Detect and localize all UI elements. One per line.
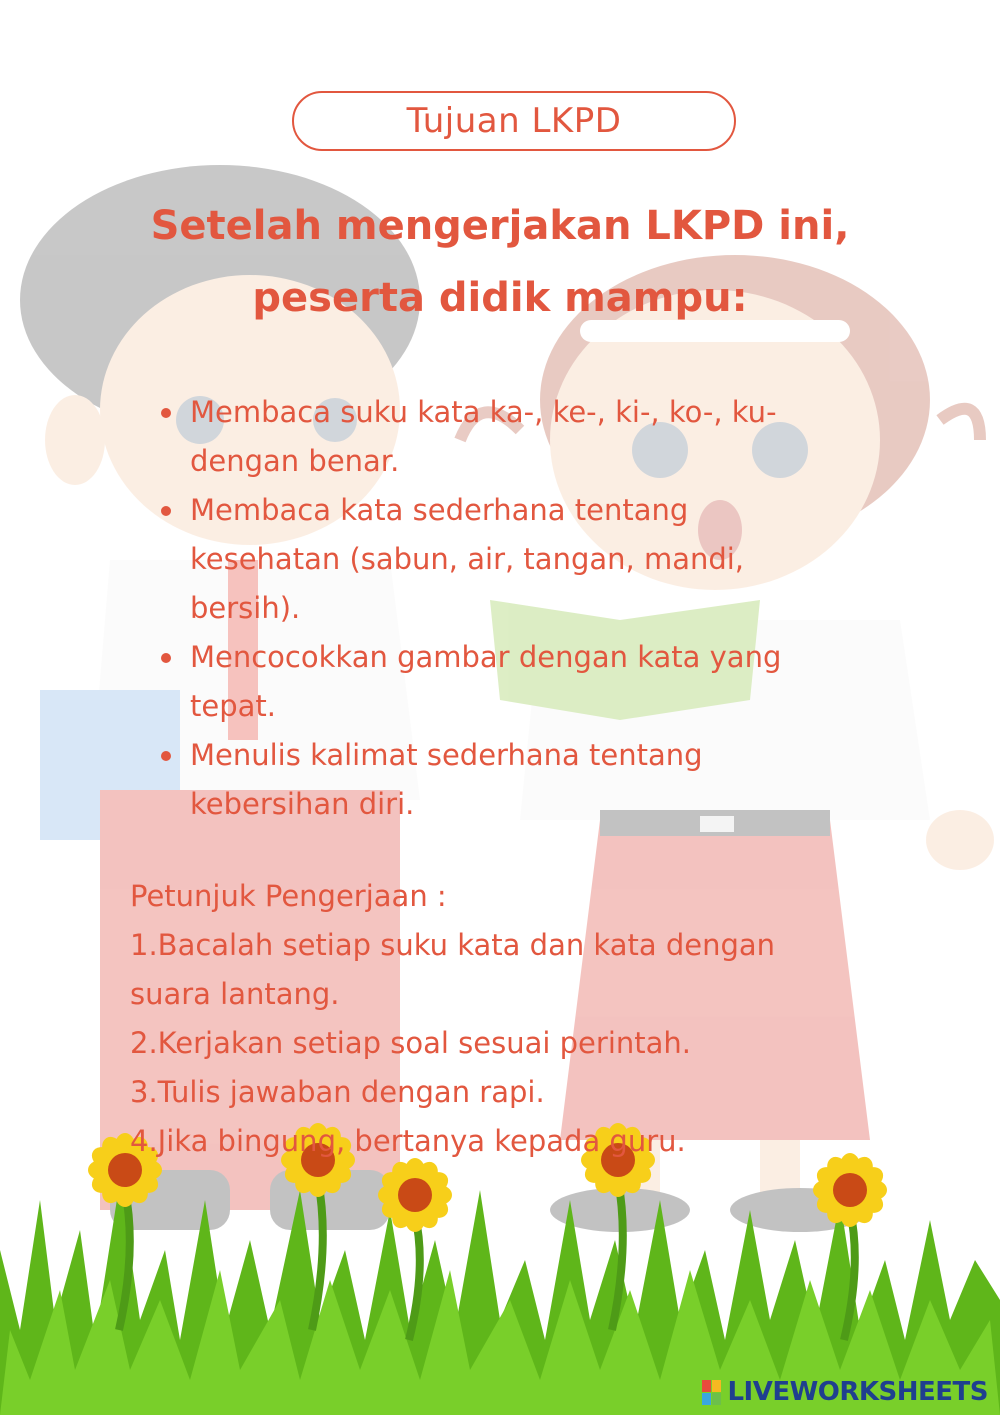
- instruction-line: 4.Jika bingung, bertanya kepada guru.: [130, 1124, 686, 1158]
- bullet-icon: [161, 408, 171, 418]
- goal-line: kesehatan (sabun, air, tangan, mandi,: [190, 542, 745, 576]
- goal-item: [145, 486, 845, 633]
- instruction-line: suara lantang.: [130, 977, 340, 1011]
- instructions-block: [130, 872, 850, 1166]
- instructions-heading: Petunjuk Pengerjaan :: [130, 879, 447, 913]
- goal-item: [145, 731, 845, 829]
- title-pill-text: Tujuan LKPD: [406, 101, 622, 141]
- title-pill: [292, 91, 736, 151]
- goal-line: Membaca suku kata ka-, ke-, ki-, ko-, ku-: [190, 395, 777, 429]
- goal-line: Mencocokkan gambar dengan kata yang: [190, 640, 782, 674]
- instruction-line: 2.Kerjakan setiap soal sesuai perintah.: [130, 1026, 691, 1060]
- goal-item: [145, 388, 845, 486]
- goal-line: bersih).: [190, 591, 301, 625]
- goal-line: Menulis kalimat sederhana tentang: [190, 738, 703, 772]
- bullet-icon: [161, 506, 171, 516]
- goal-item: [145, 633, 845, 731]
- goal-line: Membaca kata sederhana tentang: [190, 493, 689, 527]
- goal-line: kebersihan diri.: [190, 787, 415, 821]
- liveworksheets-logo-icon: [702, 1380, 721, 1405]
- goals-list: [145, 388, 845, 829]
- goal-line: dengan benar.: [190, 444, 400, 478]
- instruction-line: 1.Bacalah setiap suku kata dan kata dengan: [130, 928, 776, 962]
- liveworksheets-watermark: [702, 1377, 988, 1407]
- bullet-icon: [161, 751, 171, 761]
- heading-line-2: peserta didik mampu:: [252, 275, 748, 321]
- bullet-icon: [161, 653, 171, 663]
- goal-line: tepat.: [190, 689, 276, 723]
- instruction-line: 3.Tulis jawaban dengan rapi.: [130, 1075, 545, 1109]
- brand-text: LIVEWORKSHEETS: [727, 1377, 988, 1407]
- page-heading: [60, 190, 940, 334]
- heading-line-1: Setelah mengerjakan LKPD ini,: [150, 203, 850, 249]
